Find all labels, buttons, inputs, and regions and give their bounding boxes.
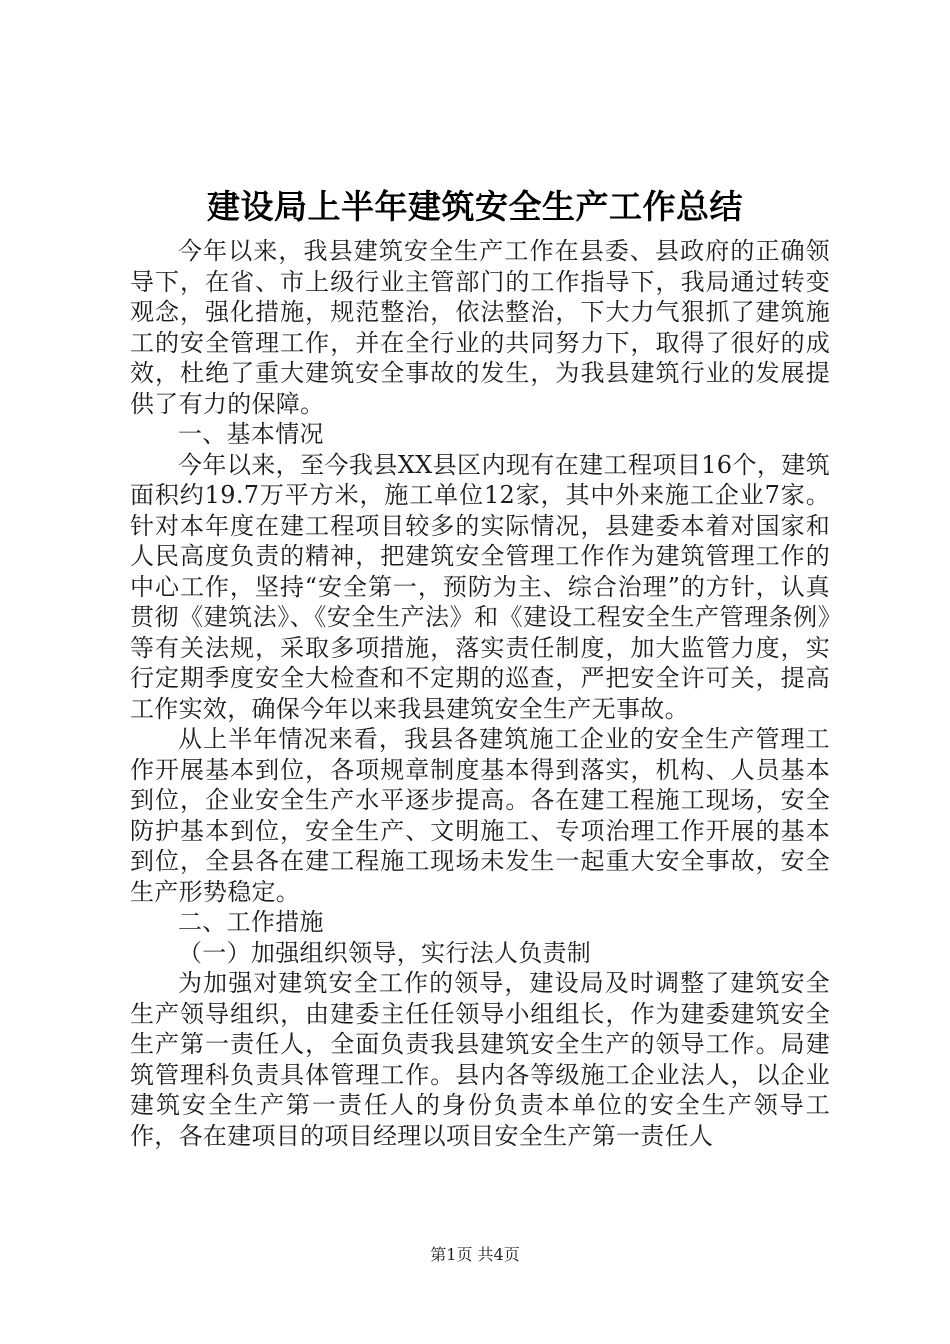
subsection-heading-organization: （一）加强组织领导，实行法人负责制 — [178, 938, 592, 967]
section-heading-basic-situation: 一、基本情况 — [178, 420, 324, 448]
section-heading-work-measures: 二、工作措施 — [178, 908, 324, 936]
paragraph-intro: 今年以来，我县建筑安全生产工作在县委、县政府的正确领导下，在省、市上级行业主管部门的工作指导下，我局通过转变观念，强化措施，规范整治，依法整治，下大力气狠抓了建筑施工的安全管理工作，并在全行业的共同努力下，取得了很好的成效，杜绝了重大建筑安全事故的发生，为我县建筑行业的发展提供了有力的保障。 — [130, 237, 830, 418]
paragraph-basic-situation: 今年以来，至今我县XX县区内现有在建工程项目16个，建筑面积约19.7万平方米，施工单位12家，其中外来施工企业7家。针对本年度在建工程项目较多的实际情况，县建委本着对国家和人民高度负责的精神，把建筑安全管理工作作为建筑管理工作的中心工作，坚持“安全第一，预防为主、综合治理”的方针，认真贯彻《建筑法》、《安全生产法》和《建设工程安全生产管理条例》等有关法规，采取多项措施，落实责任制度，加大监管力度，实行定期季度安全大检查和不定期的巡查，严把安全许可关，提高工作实效，确保今年以来我县建筑安全生产无事故。 — [130, 450, 830, 723]
paragraph-first-half-review: 从上半年情况来看，我县各建筑施工企业的安全生产管理工作开展基本到位，各项规章制度基本得到落实，机构、人员基本到位，企业安全生产水平逐步提高。各在建工程施工现场，安全防护基本到位，安全生产、文明施工、专项治理工作开展的基本到位，全县各在建工程施工现场未发生一起重大安全事故，安全生产形势稳定。 — [130, 725, 830, 906]
document-title: 建设局上半年建筑安全生产工作总结 — [207, 187, 743, 226]
document-body — [130, 236, 830, 1151]
page-footer: 第1页 共4页 — [430, 1245, 520, 1264]
paragraph-organization: 为加强对建筑安全工作的领导，建设局及时调整了建筑安全生产领导组织，由建委主任任领导小组组长，作为建委建筑安全生产第一责任人，全面负责我县建筑安全生产的领导工作。局建筑管理科负责具体管理工作。县内各等级施工企业法人，以企业建筑安全生产第一责任人的身份负责本单位的安全生产领导工作，各在建项目的项目经理以项目安全生产第一责任人 — [130, 969, 830, 1150]
